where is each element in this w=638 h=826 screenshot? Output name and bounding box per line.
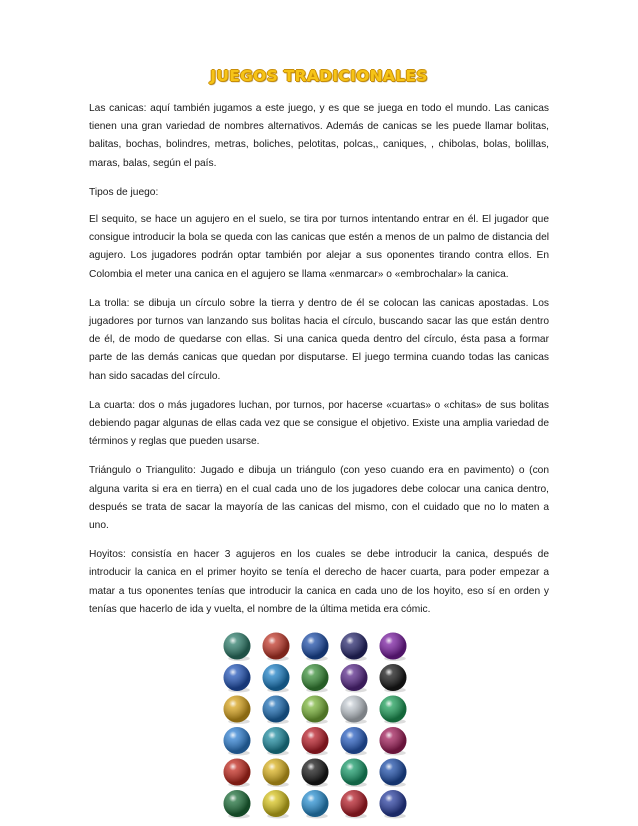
marble-shine <box>380 696 407 723</box>
marble-shine <box>224 664 251 691</box>
marble-shine <box>302 790 329 817</box>
marble-shine <box>380 633 407 660</box>
marble-shine <box>380 664 407 691</box>
paragraph-cuarta: La cuarta: dos o más jugadores luchan, por turnos, por hacerse «cuartas» o «chitas» de sus bolitas debiendo pagar algunas de ellas cada vez que se consigue el objetivo. Existe una amplia variedad de términos y reglas que pueden usarse. <box>89 399 549 448</box>
marble-shine <box>263 790 290 817</box>
marble-shine <box>302 633 329 660</box>
marble-shine <box>224 727 251 754</box>
marble-shine <box>302 664 329 691</box>
marble-shine <box>341 790 368 817</box>
marble-shine <box>263 759 290 786</box>
marble-shine <box>380 759 407 786</box>
marble-shine <box>380 790 407 817</box>
marble-shine <box>263 664 290 691</box>
document-body <box>89 100 549 630</box>
marble-shine <box>263 633 290 660</box>
marble-shine <box>224 759 251 786</box>
marble-shine <box>341 633 368 660</box>
paragraph-trolla: La trolla: se dibuja un círculo sobre la tierra y dentro de él se colocan las canicas apostadas. Los jugadores por turnos van lanzando sus bolitas hacia el círculo, buscando sacar las que están dentro de él, de modo de quedarse con ellas. Si una canica queda dentro del círculo, ésta pasa a formar parte de las demás canicas que quedan por disputarse. El juego termina cuando todas las canicas han sido sacadas del círculo. <box>89 297 549 382</box>
marble-shine <box>263 696 290 723</box>
marble-shine <box>341 696 368 723</box>
document-title: JUEGOS TRADICIONALES <box>210 67 428 85</box>
paragraph-triangulo: Triángulo o Triangulito: Jugado e dibuja un triángulo (con yeso cuando era en pavimento) o (con alguna varita si era en tierra) en el cual cada uno de los jugadores debe colocar una canica dentro, después se trata de sacar la mayoría de las canicas del mismo, con el cuidado que no lo maten a uno. <box>89 465 549 532</box>
marbles-photo-icon <box>219 630 415 820</box>
marble-shine <box>302 696 329 723</box>
paragraph-tipos: Tipos de juego: <box>89 186 159 198</box>
paragraph-intro: Las canicas: aquí también jugamos a este juego, y es que se juega en todo el mundo. Las canicas tienen una gran variedad de nombres alternativos. Además de canicas se les puede llamar bolitas, balitas, bochas, bolindres, metras, boliches, pelotitas, polcas,, caniques, , chibolas, bolas, bolillas, maras, balas, según el país. <box>89 103 549 169</box>
marble-shine <box>224 633 251 660</box>
paragraph-hoyitos: Hoyitos: consistía en hacer 3 agujeros en los cuales se debe introducir la canica, después de introducir la canica en el primer hoyito se tenía el derecho de hacer cuarta, para poder empezar a matar a tus oponentes tenías que introducir la canica en cada uno de los hoyito, eso sí en orden y tenías que hacerlo de ida y vuelta, el nombre de la última metida era cómic. <box>89 549 549 615</box>
marble-shine <box>341 664 368 691</box>
marble-shine <box>341 759 368 786</box>
marble-shine <box>224 790 251 817</box>
paragraph-sequito: El sequito, se hace un agujero en el suelo, se tira por turnos intentando entrar en él. El jugador que consigue introducir la bola se queda con las canicas que estén a menos de un palmo de distancia del agujero. Los jugadores podrán optar también por alejar a sus oponentes tirando contra ellos. En Colombia el meter una canica en el agujero se llama «enmarcar» o «embrochalar» la canica. <box>89 214 549 280</box>
marble-shine <box>302 727 329 754</box>
marble-shine <box>263 727 290 754</box>
marble-shine <box>224 696 251 723</box>
marble-shine <box>302 759 329 786</box>
marble-shine <box>380 727 407 754</box>
marble-shine <box>341 727 368 754</box>
